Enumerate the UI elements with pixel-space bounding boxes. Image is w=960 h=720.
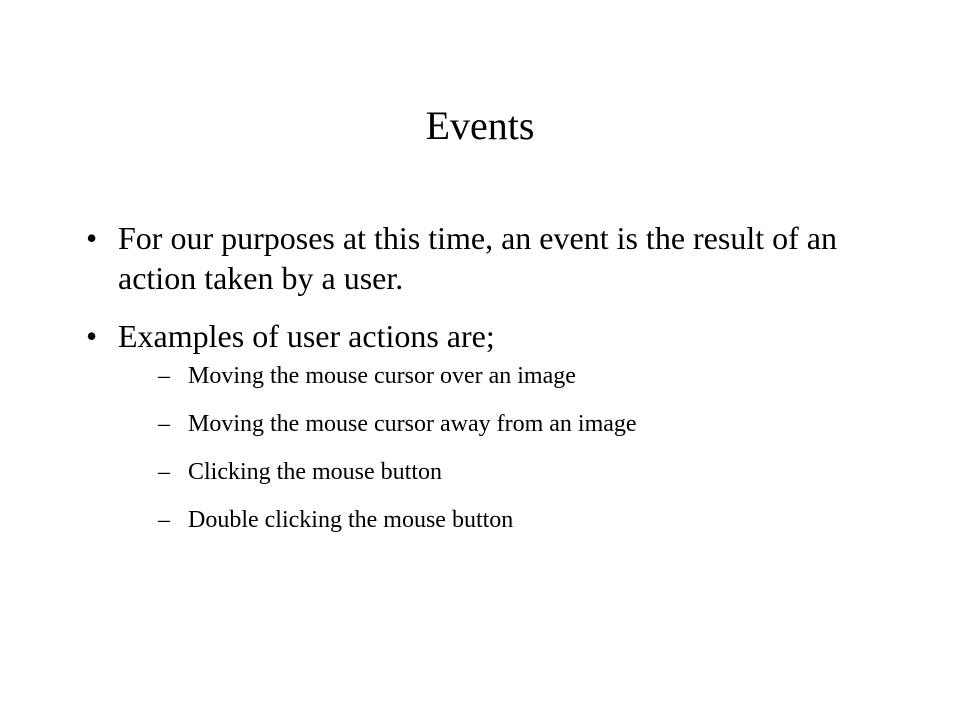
sub-bullet-item — [118, 458, 886, 486]
dash-marker: – — [158, 507, 170, 533]
bullet-item — [86, 316, 886, 534]
dash-marker: – — [158, 363, 170, 389]
bullet-text: For our purposes at this time, an event is the result of an action taken by a user. — [118, 220, 837, 296]
sub-bullet-item — [118, 506, 886, 534]
sub-bullet-item — [118, 410, 886, 438]
dash-marker: – — [158, 459, 170, 485]
bullet-item — [86, 218, 886, 298]
bullet-marker: • — [86, 318, 98, 354]
slide-title: Events — [425, 103, 535, 148]
sub-bullet-text: Moving the mouse cursor away from an image — [188, 411, 637, 437]
sub-bullet-list — [118, 362, 886, 534]
bullet-list — [86, 218, 886, 554]
sub-bullet-item — [118, 362, 886, 390]
sub-bullet-text: Moving the mouse cursor over an image — [188, 363, 576, 389]
dash-marker: – — [158, 411, 170, 437]
sub-bullet-text: Clicking the mouse button — [188, 459, 442, 485]
bullet-marker: • — [86, 220, 98, 256]
sub-bullet-text: Double clicking the mouse button — [188, 507, 514, 533]
bullet-text: Examples of user actions are; — [118, 318, 495, 354]
